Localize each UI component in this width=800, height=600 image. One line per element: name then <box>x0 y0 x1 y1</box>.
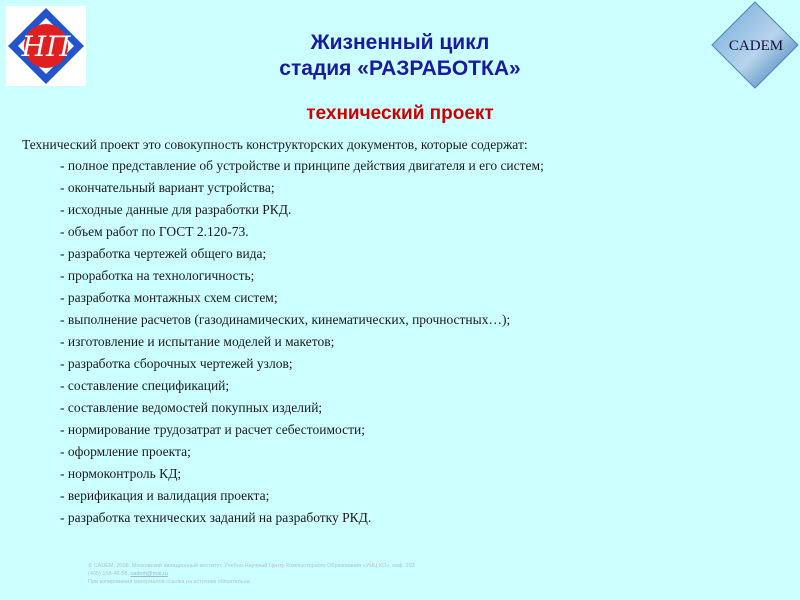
slide-title <box>200 30 600 82</box>
ntp-logo-icon <box>6 6 86 86</box>
list-item: - оформление проекта; <box>60 444 191 459</box>
requirements-list <box>60 155 780 529</box>
cadem-logo-icon <box>710 0 800 90</box>
ntp-logo <box>6 6 86 86</box>
footer-email-link[interactable]: cadem@mai.ru <box>130 571 168 577</box>
list-item: - исходные данные для разработки РКД. <box>60 202 292 217</box>
slide-subtitle: технический проект <box>306 103 494 124</box>
list-item: - верификация и валидация проекта; <box>60 488 270 503</box>
footer-copyright: © CADEM, 2008. Московский авиационный институт. Учебно-Научный Центр Компьютерного Образования «УНЦ КО», каф. 203 <box>88 563 415 569</box>
list-item: - составление спецификаций; <box>60 378 230 393</box>
list-item: - проработка на технологичность; <box>60 268 255 283</box>
list-item: - разработка чертежей общего вида; <box>60 246 267 261</box>
list-item: - выполнение расчетов (газодинамических, кинематических, прочностных…); <box>60 312 511 327</box>
list-item: - разработка монтажных схем систем; <box>60 290 278 305</box>
list-item: - полное представление об устройстве и принципе действия двигателя и его систем; <box>60 158 544 173</box>
intro-text: Технический проект это совокупность конструкторских документов, которые содержат: <box>22 137 528 152</box>
cadem-logo <box>710 0 800 90</box>
list-item: - нормирование трудозатрат и расчет себестоимости; <box>60 422 365 437</box>
list-item: - изготовление и испытание моделей и макетов; <box>60 334 335 349</box>
footer-notice: При копировании материалов ссылка на источник обязательна <box>88 579 250 585</box>
title-line-2: стадия «РАЗРАБОТКА» <box>279 57 521 80</box>
footer <box>88 562 688 586</box>
title-line-1: Жизненный цикл <box>310 31 490 54</box>
footer-contact <box>88 570 688 578</box>
list-item: - разработка технических заданий на разработку РКД. <box>60 510 372 525</box>
list-item: - объем работ по ГОСТ 2.120-73. <box>60 224 249 239</box>
ntp-logo-text: НП <box>21 30 71 63</box>
list-item: - разработка сборочных чертежей узлов; <box>60 356 293 371</box>
list-item: - составление ведомостей покупных изделий; <box>60 400 323 415</box>
list-item: - окончательный вариант устройства; <box>60 180 275 195</box>
cadem-logo-text: CADEM <box>728 38 784 54</box>
footer-phone: (495) 158-46-58, <box>88 571 129 577</box>
list-item: - нормоконтроль КД; <box>60 466 182 481</box>
